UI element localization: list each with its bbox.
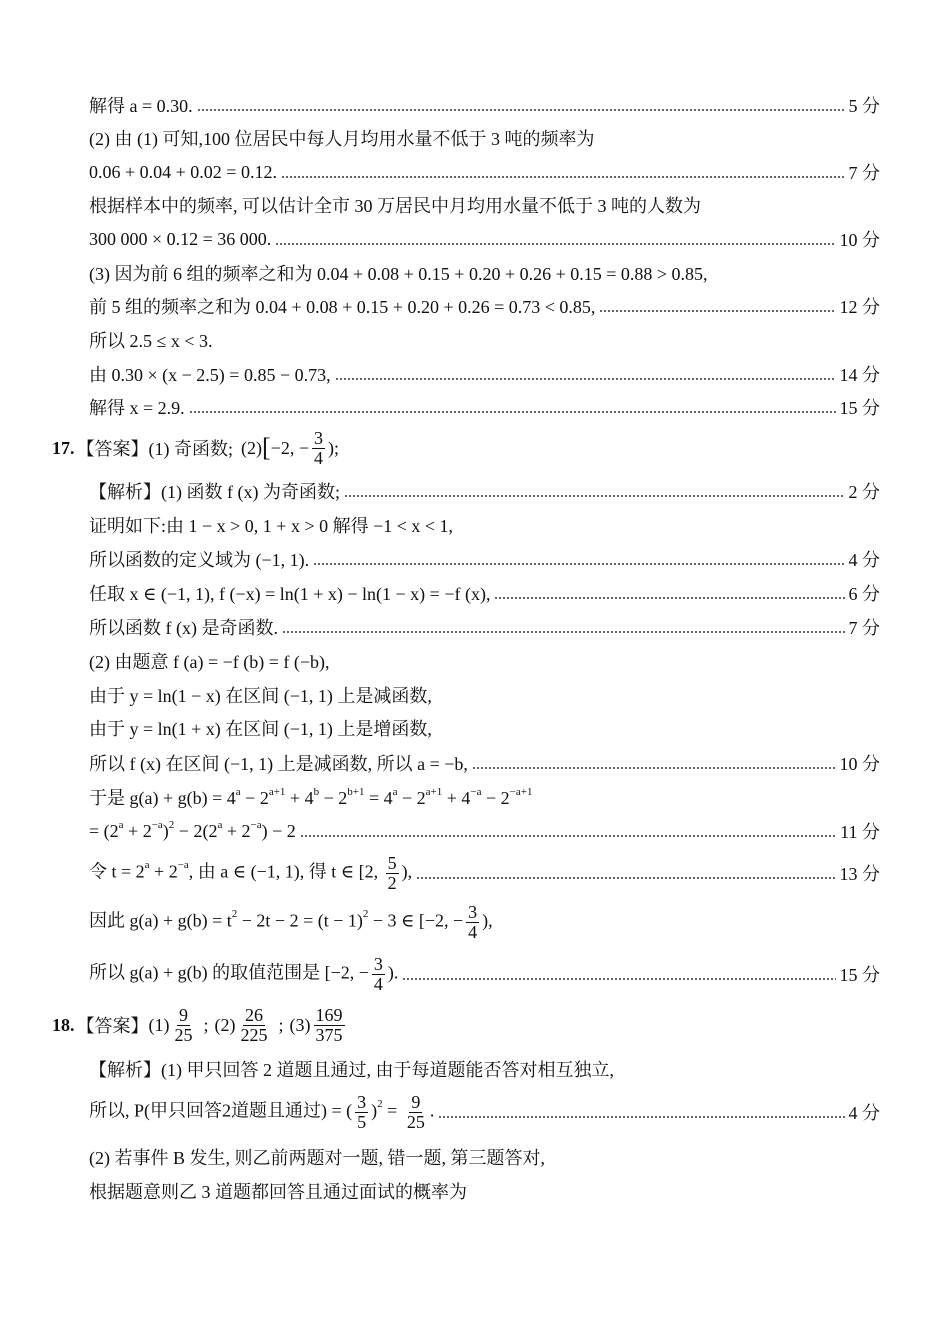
- line-17-part2: [89, 644, 330, 678]
- line-18-part2-prob: [89, 1174, 467, 1208]
- line-17-domain: [89, 542, 880, 576]
- dot-leader: [402, 978, 835, 980]
- answer-label: 【答案】: [76, 439, 149, 459]
- text-part: 因此 g(a) + g(b) = t: [89, 910, 232, 931]
- denominator: 25: [406, 1111, 425, 1132]
- line-text: 证明如下:由 1 − x > 0, 1 + x > 0 解得 −1 < x < 1,: [89, 516, 454, 536]
- numerator: 9: [411, 1091, 421, 1112]
- line-text: 前 5 组的频率之和为 0.04 + 0.08 + 0.15 + 0.20 + 0.26 = 0.73 < 0.85,: [89, 297, 596, 317]
- line-text: 任取 x ∈ (−1, 1), f (−x) = ln(1 + x) − ln(1 − x) = −f (x),: [89, 584, 491, 604]
- line-18-analysis: [89, 1052, 614, 1086]
- exponent: a: [235, 786, 241, 798]
- dot-leader: [438, 1116, 844, 1118]
- answer-part-label: (3): [289, 1014, 311, 1035]
- question-number: 18.: [52, 1014, 75, 1035]
- denominator: 25: [174, 1024, 193, 1045]
- answer-part2-end: );: [327, 437, 339, 458]
- line-part3-first6: [89, 256, 708, 290]
- answer-label: 【答案】: [76, 1016, 149, 1036]
- dot-leader: [494, 597, 844, 599]
- text-part: − 2(2: [174, 820, 218, 841]
- line-text: 由于 y = ln(1 + x) 在区间 (−1, 1) 上是增函数,: [89, 719, 432, 739]
- line-text: 根据题意则乙 3 道题都回答且通过面试的概率为: [89, 1182, 467, 1202]
- line-18-part2: [89, 1140, 545, 1174]
- exponent: 2: [168, 818, 175, 831]
- line-17-proof: [89, 508, 453, 542]
- text-part: + 4: [442, 788, 471, 808]
- line-text: 由于 y = ln(1 − x) 在区间 (−1, 1) 上是减函数,: [89, 686, 432, 706]
- score-points: 10 分: [839, 230, 880, 250]
- fraction: [355, 1093, 368, 1132]
- fraction: [314, 1006, 345, 1045]
- line-text: 所以函数的定义域为 (−1, 1).: [89, 550, 310, 570]
- exponent: −a: [151, 818, 163, 831]
- numerator: 3: [357, 1091, 367, 1112]
- line-text: [89, 955, 398, 994]
- numerator: 3: [313, 427, 323, 448]
- line-text: (2) 若事件 B 发生, 则乙前两题对一题, 错一题, 第三题答对,: [89, 1148, 545, 1168]
- text-part: 令 t = 2: [89, 861, 145, 882]
- dot-leader: [344, 495, 845, 497]
- text-part: 所以 g(a) + g(b) 的取值范围是 [−2, −: [89, 962, 369, 983]
- line-17-range-result: [89, 950, 880, 998]
- text-part: − 2: [481, 788, 510, 808]
- text-part: ): [162, 820, 169, 841]
- fraction: [312, 429, 325, 468]
- score-points: 12 分: [839, 297, 880, 317]
- text-part: , 由 a ∈ (−1, 1), 得 t ∈ [2,: [188, 861, 383, 882]
- line-17-substitution: [89, 850, 880, 896]
- exponent: 2: [377, 1098, 383, 1111]
- text-part: − 2t − 2 = (t − 1): [237, 910, 363, 931]
- text-part: .: [429, 1100, 435, 1121]
- line-17-decreasing: [89, 678, 432, 712]
- score-points: 4 分: [848, 1103, 880, 1123]
- answer-part-label: (1): [148, 1014, 170, 1035]
- text-part: ) − 2: [261, 820, 296, 841]
- text-part: =: [382, 1100, 402, 1121]
- line-estimate: [89, 188, 701, 222]
- answer-part2-prefix: (2): [241, 437, 262, 458]
- line-text: [89, 784, 532, 810]
- score-points: 13 分: [839, 864, 880, 884]
- denominator: 225: [240, 1024, 268, 1045]
- question-18-answer: [52, 1001, 348, 1049]
- question-17-answer: [52, 426, 339, 470]
- exponent: −a: [250, 818, 262, 831]
- score-points: 15 分: [839, 965, 880, 985]
- text-part: + 2: [123, 820, 152, 841]
- line-17-conclusion: [89, 610, 880, 644]
- fraction: [386, 854, 399, 893]
- numerator: 169: [315, 1004, 343, 1025]
- line-17-analysis: [89, 474, 880, 508]
- line-text: 300 000 × 0.12 = 36 000.: [89, 228, 272, 249]
- score-points: 4 分: [848, 550, 880, 570]
- line-count: [89, 222, 880, 256]
- text-part: − 2: [240, 788, 269, 808]
- numerator: 3: [468, 901, 478, 922]
- denominator: 4: [468, 921, 478, 942]
- text-part: ): [371, 1100, 378, 1121]
- text-part: ),: [401, 861, 413, 882]
- line-first5: [89, 289, 880, 323]
- bracket-open: [: [262, 433, 271, 462]
- answer-part1: (1) 奇函数;: [148, 439, 233, 459]
- exponent: 2: [231, 908, 238, 921]
- exponent: a+1: [425, 786, 443, 798]
- dot-leader: [599, 310, 835, 312]
- denominator: 2: [387, 872, 397, 893]
- line-text: 由 0.30 × (x − 2.5) = 0.85 − 0.73,: [89, 365, 331, 385]
- text-part: + 2: [149, 861, 178, 882]
- numerator: 3: [373, 953, 383, 974]
- line-text: (3) 因为前 6 组的频率之和为 0.04 + 0.08 + 0.15 + 0.20 + 0.26 + 0.15 = 0.88 > 0.85,: [89, 264, 708, 284]
- dot-leader: [416, 877, 835, 879]
- line-text: [89, 818, 296, 842]
- exponent: −a: [470, 786, 482, 798]
- exponent: a: [144, 859, 150, 872]
- line-text: 【解析】(1) 函数 f (x) 为奇函数;: [89, 482, 340, 502]
- text-part: = (2: [89, 820, 119, 841]
- fraction: [405, 1093, 427, 1132]
- line-solve-x: [89, 390, 880, 424]
- score-points: 5 分: [848, 96, 880, 116]
- text-part: + 4: [285, 788, 314, 808]
- line-text: 所以 2.5 ≤ x < 3.: [89, 331, 213, 351]
- line-18-probability: [89, 1088, 880, 1136]
- exponent: b+1: [347, 786, 365, 798]
- question-number: 17.: [52, 437, 75, 458]
- line-text: 所以 f (x) 在区间 (−1, 1) 上是减函数, 所以 a = −b,: [89, 754, 468, 774]
- numerator: 26: [245, 1004, 264, 1025]
- exponent: b: [313, 786, 320, 798]
- denominator: 4: [373, 973, 383, 994]
- exponent: a: [217, 818, 223, 831]
- line-17-expand: [89, 814, 880, 848]
- exponent: a+1: [268, 786, 286, 798]
- score-points: 7 分: [848, 163, 880, 183]
- line-17-increasing: [89, 711, 432, 745]
- dot-leader: [275, 243, 835, 245]
- line-17-a-neg-b: [89, 746, 880, 780]
- line-equation-x: [89, 357, 880, 391]
- text-part: ),: [482, 910, 493, 931]
- score-points: 10 分: [839, 754, 880, 774]
- separator: ;: [278, 1014, 284, 1035]
- text-part: = 4: [364, 788, 393, 808]
- text-part: + 2: [222, 820, 251, 841]
- exponent: a: [118, 818, 124, 831]
- score-points: 6 分: [848, 584, 880, 604]
- exponent: a: [392, 786, 398, 798]
- fraction: [466, 903, 479, 942]
- separator: ;: [203, 1014, 209, 1035]
- dot-leader: [313, 563, 844, 565]
- line-text: 0.06 + 0.04 + 0.02 = 0.12.: [89, 161, 277, 182]
- line-text: 解得 x = 2.9.: [89, 398, 185, 418]
- exponent: −a+1: [509, 786, 533, 798]
- score-points: 15 分: [839, 398, 880, 418]
- line-17-range-calc: [89, 898, 493, 946]
- numerator: 9: [179, 1004, 188, 1025]
- exponent: −a: [177, 859, 189, 872]
- denominator: 4: [313, 447, 323, 468]
- line-text: 解得 a = 0.30.: [89, 96, 193, 116]
- line-text: 所以函数 f (x) 是奇函数.: [89, 618, 278, 638]
- fraction: [239, 1006, 270, 1045]
- dot-leader: [335, 378, 836, 380]
- line-sum-freq: [89, 155, 880, 189]
- text-part: ).: [387, 962, 399, 983]
- line-text: 根据样本中的频率, 可以估计全市 30 万居民中月均用水量不低于 3 吨的人数为: [89, 196, 701, 216]
- score-points: 2 分: [848, 482, 880, 502]
- line-solve-a: [89, 88, 880, 122]
- line-text: (2) 由题意 f (a) = −f (b) = f (−b),: [89, 652, 330, 672]
- dot-leader: [282, 631, 845, 633]
- score-points: 14 分: [839, 365, 880, 385]
- dot-leader: [281, 176, 845, 178]
- dot-leader: [472, 767, 836, 769]
- numerator: 5: [387, 852, 397, 873]
- text-part: 所以, P(甲只回答2道题且通过) = (: [89, 1100, 353, 1121]
- text-part: 于是 g(a) + g(b) = 4: [89, 788, 236, 808]
- answer-part2-text: −2, −: [270, 437, 309, 458]
- text-part: − 2: [319, 788, 348, 808]
- score-points: 11 分: [840, 822, 880, 842]
- line-text: 【解析】(1) 甲只回答 2 道题且通过, 由于每道题能否答对相互独立,: [89, 1060, 614, 1080]
- exponent: 2: [362, 908, 369, 921]
- dot-leader: [300, 835, 836, 837]
- line-17-g-sum: [89, 780, 532, 814]
- fraction: [173, 1006, 195, 1045]
- fraction: [372, 955, 385, 994]
- denominator: 5: [357, 1111, 367, 1132]
- dot-leader: [197, 109, 845, 111]
- line-17-odd-check: [89, 576, 880, 610]
- score-points: 7 分: [848, 618, 880, 638]
- line-range-x: [89, 323, 213, 357]
- line-part2-intro: [89, 121, 594, 155]
- text-part: − 2: [397, 788, 426, 808]
- line-text: (2) 由 (1) 可知,100 位居民中每人月均用水量不低于 3 吨的频率为: [89, 129, 595, 149]
- answer-part-label: (2): [214, 1014, 236, 1035]
- line-text: [89, 903, 493, 942]
- line-text: [89, 1093, 434, 1132]
- text-part: − 3 ∈ [−2, −: [368, 910, 464, 931]
- denominator: 375: [315, 1024, 343, 1045]
- dot-leader: [189, 411, 836, 413]
- line-text: [89, 854, 412, 893]
